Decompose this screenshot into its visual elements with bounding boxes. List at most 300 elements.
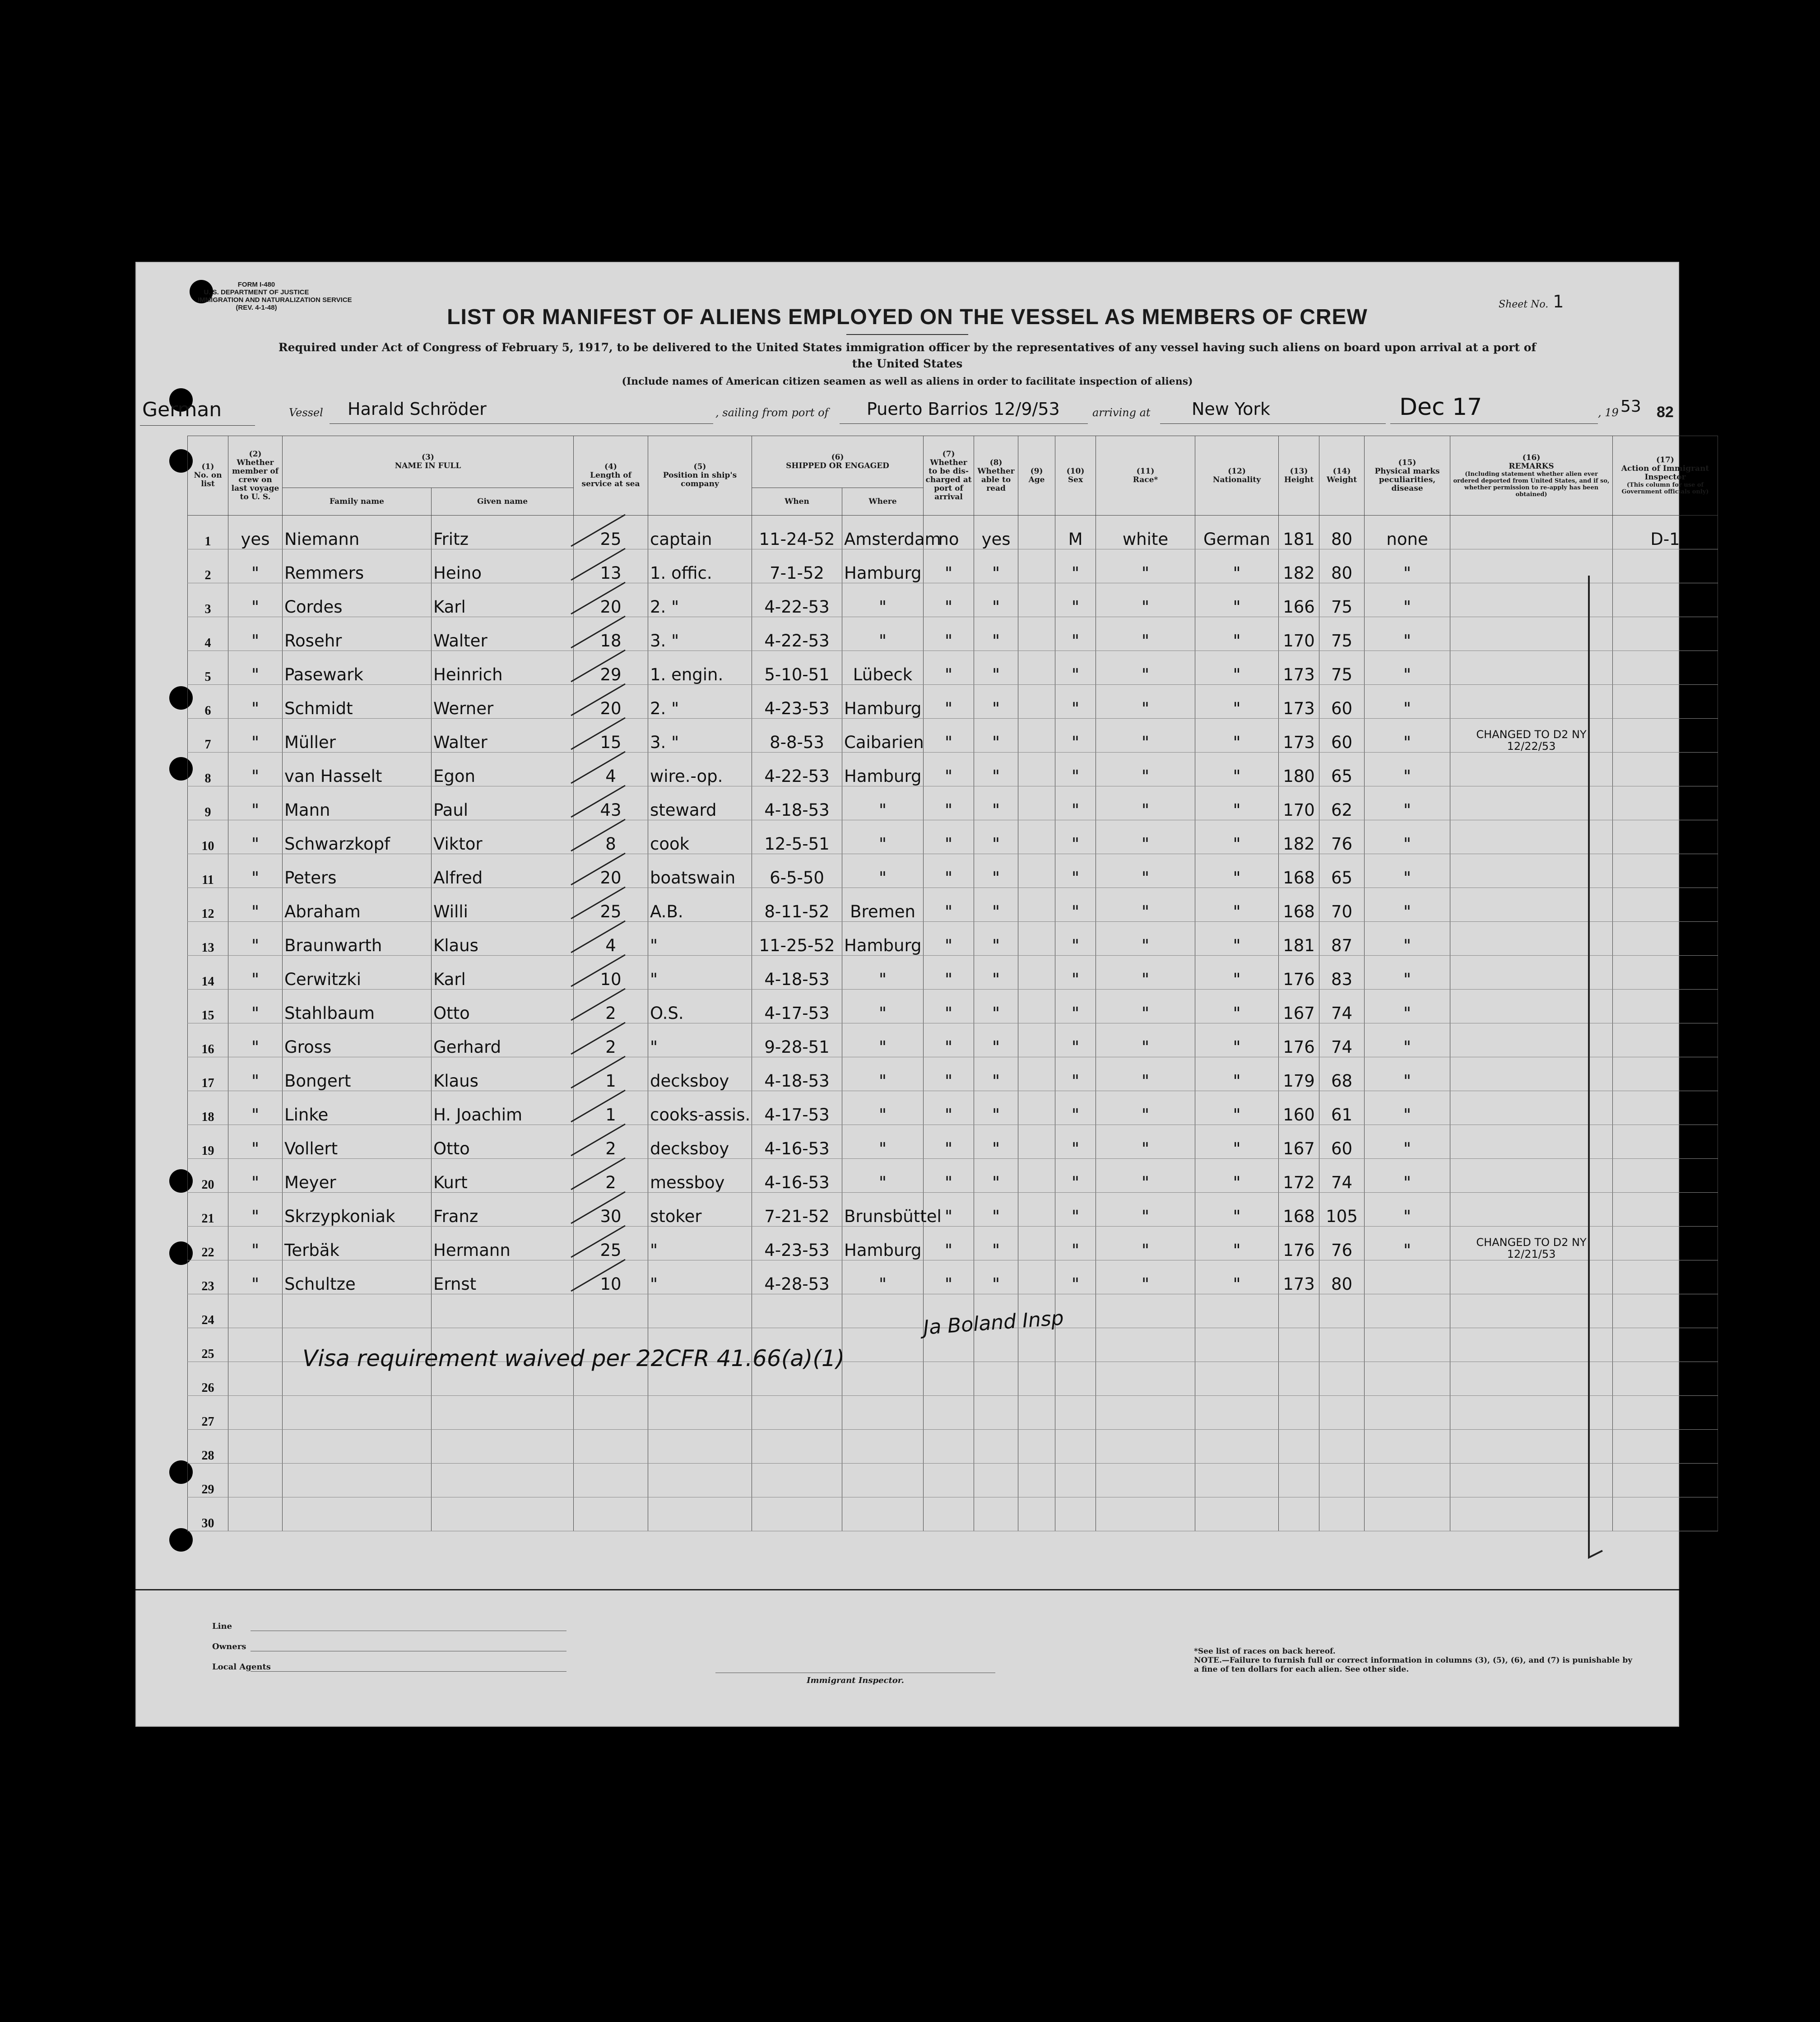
nationality-cell [1195, 1464, 1279, 1497]
nationality-cell: " [1195, 786, 1279, 820]
race-cell [1096, 1396, 1195, 1430]
row-number-cell: 28 [188, 1430, 228, 1464]
discharged-cell: " [924, 990, 974, 1023]
shipped-when-cell: 11-25-52 [752, 922, 842, 956]
col-label: Whether member of crew on last voyage to U. S. [231, 458, 279, 502]
row-number-cell: 8 [188, 753, 228, 786]
weight-cell [1319, 1464, 1365, 1497]
year-prefix: , 19 [1598, 406, 1619, 419]
family-name-cell: Linke [283, 1091, 432, 1125]
crew-cell [228, 1430, 283, 1464]
col-number: (15) [1398, 458, 1416, 467]
shipped-when-cell [752, 1497, 842, 1531]
row-number-cell: 7 [188, 719, 228, 753]
marks-cell: " [1365, 1057, 1450, 1091]
read-cell [974, 1464, 1018, 1497]
row-number-cell: 18 [188, 1091, 228, 1125]
shipped-when-cell: 4-22-53 [752, 583, 842, 617]
read-cell: " [974, 685, 1018, 719]
race-cell: " [1096, 549, 1195, 583]
action-cell [1613, 956, 1718, 990]
weight-cell: 87 [1319, 922, 1365, 956]
shipped-where-cell [842, 1294, 924, 1328]
action-cell [1613, 786, 1718, 820]
weight-cell: 80 [1319, 1260, 1365, 1294]
col-marks [1365, 436, 1450, 516]
row-number-cell: 26 [188, 1362, 228, 1396]
shipped-where-cell: " [842, 617, 924, 651]
page-number: 82 [1657, 404, 1674, 421]
height-cell: 180 [1279, 753, 1319, 786]
race-cell: " [1096, 651, 1195, 685]
vessel-flag: German [142, 398, 222, 421]
shipped-when-cell: 5-10-51 [752, 651, 842, 685]
marks-cell: " [1365, 753, 1450, 786]
position-cell: 2. " [648, 583, 752, 617]
marks-cell [1365, 1497, 1450, 1531]
age-cell [1018, 1396, 1055, 1430]
weight-cell: 74 [1319, 1159, 1365, 1193]
action-cell [1613, 583, 1718, 617]
position-cell: decksboy [648, 1125, 752, 1159]
sheet-number-value: 1 [1553, 292, 1564, 311]
age-cell [1018, 549, 1055, 583]
action-cell [1613, 1328, 1718, 1362]
age-cell [1018, 922, 1055, 956]
age-cell [1018, 956, 1055, 990]
shipped-where-cell: Hamburg [842, 1227, 924, 1260]
row-number-cell: 13 [188, 922, 228, 956]
shipped-where-cell: Hamburg [842, 685, 924, 719]
age-cell [1018, 1227, 1055, 1260]
row-number-cell: 21 [188, 1193, 228, 1227]
owners-label: Owners [212, 1642, 246, 1651]
given-name-cell: Karl [432, 583, 574, 617]
race-cell: " [1096, 1125, 1195, 1159]
crew-cell: " [228, 1227, 283, 1260]
col-remarks [1450, 436, 1613, 516]
col-number: (17) [1656, 456, 1674, 465]
weight-cell [1319, 1430, 1365, 1464]
remarks-cell [1450, 516, 1613, 549]
col-weight [1319, 436, 1365, 516]
shipped-when-cell: 4-18-53 [752, 786, 842, 820]
weight-cell: 80 [1319, 516, 1365, 549]
row-number-cell: 3 [188, 583, 228, 617]
given-name-cell: Alfred [432, 854, 574, 888]
footer-rule [135, 1589, 1679, 1590]
age-cell [1018, 1023, 1055, 1057]
read-cell: " [974, 617, 1018, 651]
shipped-where-cell: " [842, 1125, 924, 1159]
crew-cell: " [228, 1023, 283, 1057]
col-where: Where [842, 488, 924, 516]
col-read [974, 436, 1018, 516]
col-no [188, 436, 228, 516]
given-name-cell: Fritz [432, 516, 574, 549]
punch-hole [169, 1528, 193, 1552]
table-row [188, 1260, 1718, 1294]
service-strike-marks [566, 515, 648, 1305]
crew-cell: " [228, 1091, 283, 1125]
nationality-cell: German [1195, 516, 1279, 549]
read-cell: " [974, 1023, 1018, 1057]
discharged-cell: " [924, 1023, 974, 1057]
read-cell: " [974, 820, 1018, 854]
sex-cell: " [1055, 549, 1096, 583]
service-cell: 10 [574, 956, 648, 990]
service-cell: 10 [574, 1260, 648, 1294]
shipped-where-cell: " [842, 1057, 924, 1091]
family-name-cell: Cordes [283, 583, 432, 617]
read-cell: " [974, 1260, 1018, 1294]
family-name-cell: Skrzypkoniak [283, 1193, 432, 1227]
nationality-cell: " [1195, 1227, 1279, 1260]
height-cell: 168 [1279, 888, 1319, 922]
position-cell: cooks-assis. [648, 1091, 752, 1125]
weight-cell: 80 [1319, 549, 1365, 583]
discharged-cell: " [924, 1159, 974, 1193]
row-number-cell: 5 [188, 651, 228, 685]
action-cell [1613, 685, 1718, 719]
sex-cell [1055, 1464, 1096, 1497]
shipped-when-cell: 9-28-51 [752, 1023, 842, 1057]
row-number-cell: 17 [188, 1057, 228, 1091]
nationality-cell: " [1195, 922, 1279, 956]
inspector-signature: Ja Boland Insp [922, 1306, 1065, 1339]
family-name-cell: Müller [283, 719, 432, 753]
sex-cell: " [1055, 651, 1096, 685]
discharged-cell: " [924, 583, 974, 617]
action-cell [1613, 854, 1718, 888]
sex-cell [1055, 1328, 1096, 1362]
height-cell: 172 [1279, 1159, 1319, 1193]
age-cell [1018, 854, 1055, 888]
row-number-cell: 27 [188, 1396, 228, 1430]
table-row [188, 583, 1718, 617]
shipped-where-cell: " [842, 786, 924, 820]
given-name-cell: Viktor [432, 820, 574, 854]
col-family-name: Family name [283, 488, 432, 516]
given-name-cell: Heinrich [432, 651, 574, 685]
nationality-cell: " [1195, 617, 1279, 651]
row-number-cell: 9 [188, 786, 228, 820]
weight-cell: 60 [1319, 1125, 1365, 1159]
given-name-cell [432, 1430, 574, 1464]
read-cell: " [974, 719, 1018, 753]
marks-cell: " [1365, 1091, 1450, 1125]
crew-cell: " [228, 990, 283, 1023]
given-name-cell: Willi [432, 888, 574, 922]
nationality-cell: " [1195, 854, 1279, 888]
service-cell: 18 [574, 617, 648, 651]
department: U. S. DEPARTMENT OF JUSTICE [204, 288, 309, 296]
vessel-label: Vessel [289, 406, 323, 419]
position-cell: messboy [648, 1159, 752, 1193]
age-cell [1018, 1362, 1055, 1396]
position-cell: " [648, 922, 752, 956]
marks-cell: " [1365, 1227, 1450, 1260]
nationality-cell [1195, 1362, 1279, 1396]
height-cell: 170 [1279, 786, 1319, 820]
weight-cell [1319, 1497, 1365, 1531]
nationality-cell: " [1195, 1193, 1279, 1227]
service-cell: 1 [574, 1091, 648, 1125]
age-cell [1018, 1159, 1055, 1193]
read-cell: " [974, 583, 1018, 617]
action-cell [1613, 1057, 1718, 1091]
action-cell [1613, 1023, 1718, 1057]
weight-cell: 68 [1319, 1057, 1365, 1091]
sex-cell: " [1055, 1091, 1096, 1125]
discharged-cell: " [924, 888, 974, 922]
age-cell [1018, 753, 1055, 786]
sex-cell: " [1055, 1260, 1096, 1294]
sex-cell: " [1055, 753, 1096, 786]
family-name-cell: Vollert [283, 1125, 432, 1159]
shipped-when-cell [752, 1464, 842, 1497]
shipped-when-cell: 4-23-53 [752, 1227, 842, 1260]
height-cell [1279, 1497, 1319, 1531]
shipped-where-cell: Bremen [842, 888, 924, 922]
nationality-cell: " [1195, 990, 1279, 1023]
nationality-cell: " [1195, 888, 1279, 922]
position-cell: " [648, 1227, 752, 1260]
crew-cell: " [228, 820, 283, 854]
discharged-cell: " [924, 617, 974, 651]
weight-cell: 70 [1319, 888, 1365, 922]
action-cell [1613, 719, 1718, 753]
race-cell: " [1096, 956, 1195, 990]
col-number: (13) [1290, 466, 1308, 476]
col-label: Race* [1133, 475, 1158, 484]
shipped-where-cell: " [842, 854, 924, 888]
action-cell [1613, 888, 1718, 922]
shipped-when-cell: 6-5-50 [752, 854, 842, 888]
crew-cell: " [228, 1057, 283, 1091]
crew-cell [228, 1464, 283, 1497]
col-discharged [924, 436, 974, 516]
nationality-cell [1195, 1294, 1279, 1328]
action-cell [1613, 1260, 1718, 1294]
crew-cell [228, 1362, 283, 1396]
crew-cell: " [228, 1193, 283, 1227]
shipped-where-cell: Caibarien [842, 719, 924, 753]
shipped-where-cell: Hamburg [842, 753, 924, 786]
service-cell: 2 [574, 990, 648, 1023]
col-sex [1055, 436, 1096, 516]
position-cell [648, 1464, 752, 1497]
race-cell: " [1096, 719, 1195, 753]
col-number: (8) [989, 458, 1003, 467]
table-row [188, 1464, 1718, 1497]
position-cell: " [648, 956, 752, 990]
nationality-cell: " [1195, 583, 1279, 617]
crew-cell [228, 1396, 283, 1430]
weight-cell: 75 [1319, 583, 1365, 617]
family-name-cell: Schultze [283, 1260, 432, 1294]
read-cell [974, 1396, 1018, 1430]
sex-cell: " [1055, 1227, 1096, 1260]
shipped-when-cell: 4-28-53 [752, 1260, 842, 1294]
shipped-where-cell: " [842, 1159, 924, 1193]
marks-cell: " [1365, 888, 1450, 922]
table-row [188, 1193, 1718, 1227]
shipped-where-cell: " [842, 956, 924, 990]
weight-cell: 105 [1319, 1193, 1365, 1227]
marks-cell: " [1365, 820, 1450, 854]
col-number: (1) [201, 462, 214, 471]
height-cell: 181 [1279, 922, 1319, 956]
col-number: (7) [942, 449, 955, 459]
position-cell: boatswain [648, 854, 752, 888]
marks-cell: " [1365, 549, 1450, 583]
table-row [188, 956, 1718, 990]
read-cell: " [974, 651, 1018, 685]
service-cell: 2 [574, 1159, 648, 1193]
position-cell: 3. " [648, 617, 752, 651]
action-cell [1613, 1464, 1718, 1497]
row-number-cell: 30 [188, 1497, 228, 1531]
service-cell: 4 [574, 922, 648, 956]
given-name-cell: Karl [432, 956, 574, 990]
shipped-where-cell [842, 1328, 924, 1362]
page-title: LIST OR MANIFEST OF ALIENS EMPLOYED ON THE VESSEL AS MEMBERS OF CREW [447, 305, 1368, 329]
weight-cell: 76 [1319, 820, 1365, 854]
given-name-cell: Paul [432, 786, 574, 820]
action-cell [1613, 1193, 1718, 1227]
sex-cell: " [1055, 1057, 1096, 1091]
arriving-label: arriving at [1092, 406, 1151, 419]
age-cell [1018, 516, 1055, 549]
weight-cell: 60 [1319, 685, 1365, 719]
age-cell [1018, 583, 1055, 617]
age-cell [1018, 888, 1055, 922]
col-label: Physical marks peculiarities, disease [1374, 466, 1440, 493]
local-agents-label: Local Agents [212, 1662, 271, 1672]
discharged-cell: " [924, 1227, 974, 1260]
vessel-line [135, 394, 1679, 429]
crew-cell: " [228, 617, 283, 651]
page-subtitle: Required under Act of Congress of February 5, 1917, to be delivered to the United States immigration officer by the representatives of any vessel having such aliens on board upon arrival at a port of the United States [278, 341, 1537, 370]
service-cell: 29 [574, 651, 648, 685]
crew-cell: " [228, 719, 283, 753]
sex-cell: " [1055, 1125, 1096, 1159]
race-cell [1096, 1464, 1195, 1497]
given-name-cell: Franz [432, 1193, 574, 1227]
manifest-sheet [135, 262, 1709, 1727]
race-cell [1096, 1430, 1195, 1464]
race-cell: " [1096, 854, 1195, 888]
sex-cell [1055, 1430, 1096, 1464]
crew-cell [228, 1497, 283, 1531]
given-name-cell: Heino [432, 549, 574, 583]
line-label: Line [212, 1622, 232, 1631]
family-name-cell: Schmidt [283, 685, 432, 719]
family-name-cell [283, 1464, 432, 1497]
shipped-when-cell: 4-17-53 [752, 1091, 842, 1125]
family-name-cell [283, 1430, 432, 1464]
col-label: Length of service at sea [581, 471, 640, 488]
sex-cell: " [1055, 786, 1096, 820]
col-number: (2) [249, 449, 262, 459]
service-cell: 1 [574, 1057, 648, 1091]
col-label: Age [1028, 475, 1045, 484]
table-row [188, 854, 1718, 888]
local-agents-field [251, 1671, 566, 1672]
shipped-where-cell: Hamburg [842, 549, 924, 583]
shipped-when-cell: 7-21-52 [752, 1193, 842, 1227]
race-cell: " [1096, 1023, 1195, 1057]
sex-cell: " [1055, 820, 1096, 854]
height-cell: 179 [1279, 1057, 1319, 1091]
nationality-cell: " [1195, 719, 1279, 753]
table-body [188, 516, 1718, 1531]
marks-cell: " [1365, 719, 1450, 753]
race-cell [1096, 1497, 1195, 1531]
height-cell: 166 [1279, 583, 1319, 617]
shipped-when-cell: 4-16-53 [752, 1159, 842, 1193]
given-name-cell: H. Joachim [432, 1091, 574, 1125]
race-cell: " [1096, 583, 1195, 617]
title-rule [846, 334, 968, 335]
discharged-cell: " [924, 956, 974, 990]
position-cell: A.B. [648, 888, 752, 922]
read-cell: " [974, 956, 1018, 990]
family-name-cell: Peters [283, 854, 432, 888]
discharged-cell: " [924, 1260, 974, 1294]
read-cell [974, 1497, 1018, 1531]
col-number: (11) [1136, 466, 1155, 476]
discharged-cell: " [924, 549, 974, 583]
shipped-where-cell: " [842, 1023, 924, 1057]
row-number-cell: 1 [188, 516, 228, 549]
read-cell: " [974, 922, 1018, 956]
age-cell [1018, 719, 1055, 753]
position-cell: " [648, 1260, 752, 1294]
shipped-when-cell [752, 1396, 842, 1430]
marks-cell [1365, 1294, 1450, 1328]
sex-cell: " [1055, 719, 1096, 753]
service-cell: 8 [574, 820, 648, 854]
service-cell [574, 1430, 648, 1464]
nationality-cell: " [1195, 1125, 1279, 1159]
race-cell: " [1096, 1193, 1195, 1227]
shipped-where-cell [842, 1362, 924, 1396]
family-name-cell: Mann [283, 786, 432, 820]
read-cell: " [974, 753, 1018, 786]
table-row [188, 990, 1718, 1023]
weight-cell: 75 [1319, 651, 1365, 685]
action-cell [1613, 651, 1718, 685]
discharged-cell: " [924, 685, 974, 719]
age-cell [1018, 1260, 1055, 1294]
form-revision: (REV. 4-1-48) [236, 304, 277, 311]
sailing-label: , sailing from port of [715, 406, 829, 419]
age-cell [1018, 1057, 1055, 1091]
row-number-cell: 15 [188, 990, 228, 1023]
col-label: REMARKS [1509, 461, 1554, 471]
row-number-cell: 6 [188, 685, 228, 719]
row-number-cell: 22 [188, 1227, 228, 1260]
marks-cell: " [1365, 685, 1450, 719]
row-number-cell: 20 [188, 1159, 228, 1193]
shipped-where-cell: " [842, 1091, 924, 1125]
discharged-cell: " [924, 1125, 974, 1159]
nationality-cell: " [1195, 685, 1279, 719]
weight-cell: 74 [1319, 1023, 1365, 1057]
given-name-cell: Werner [432, 685, 574, 719]
